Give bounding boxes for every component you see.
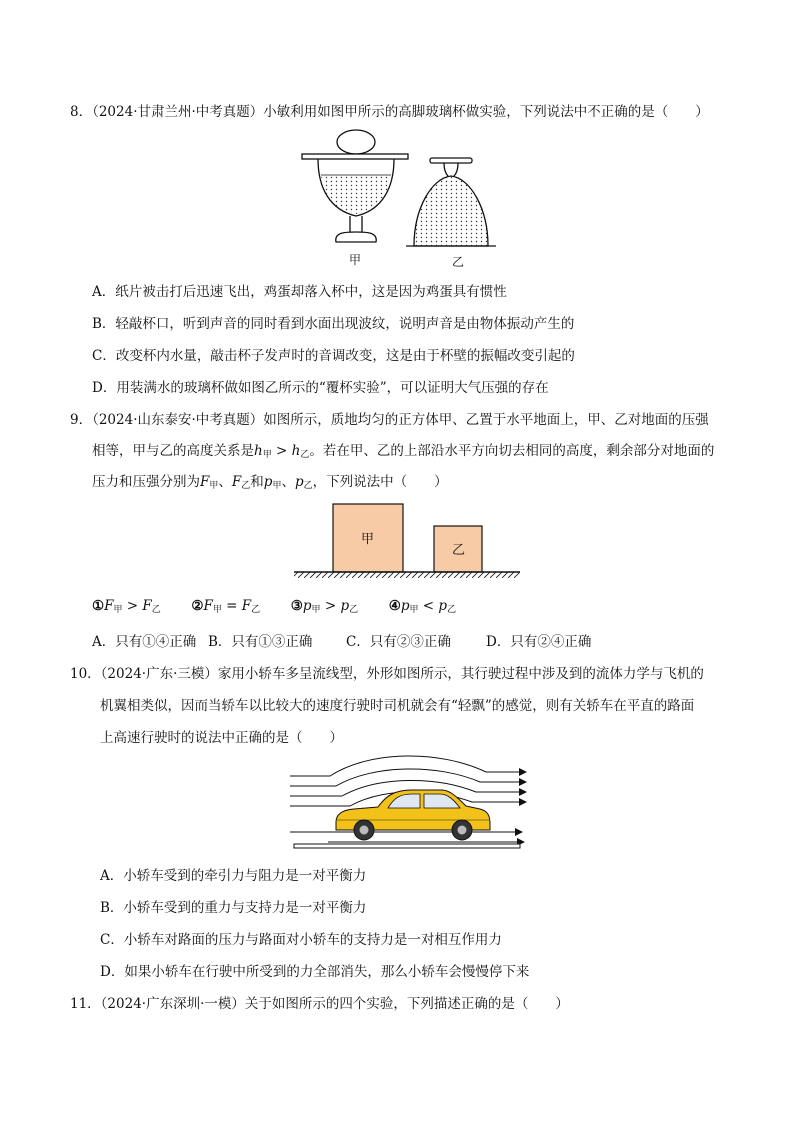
q8-option-b: B．轻敲杯口，听到声音的同时看到水面出现波纹，说明声音是由物体振动产生的 (92, 316, 575, 332)
statement-4: $④p_甲 < p_乙$ (388, 598, 457, 615)
card-shape (302, 154, 408, 159)
q9-stem-line1: 9．（2024·山东泰安·中考真题）如图所示，质地均匀的正方体甲、乙置于水平地面上，甲、乙对地面的压强 (70, 412, 709, 428)
q9-figure (292, 500, 524, 580)
q10-stem-line1: 10．（2024·广东·三模）家用小轿车多呈流线型，外形如图所示，其行驶过程中涉及到的流体力学与飞机的 (70, 666, 704, 682)
q10-option-a: A．小轿车受到的牵引力与阻力是一对平衡力 (100, 868, 367, 884)
q9-option-a: A．只有①④正确 (92, 634, 197, 650)
glass-a (302, 130, 408, 242)
q10-option-d: D．如果小轿车在行驶中所受到的力全部消失，那么小轿车会慢慢停下来 (100, 964, 530, 980)
statement-1: $①F_甲 > F_乙$ (92, 598, 161, 615)
q9-stem-line2: 相等，甲与乙的高度关系是$h_甲 > h_乙$。若在甲、乙的上部沿水平方向切去相同的高度，剩余部分对地面的 (92, 443, 715, 460)
q9-statements (92, 596, 456, 620)
glass-b (406, 158, 496, 246)
q9-option-c: C．只有②③正确 (346, 634, 451, 650)
ground-hatch (294, 572, 520, 578)
statement-3: $③p_甲 > p_乙$ (290, 598, 359, 615)
q10-option-b: B．小轿车受到的重力与支持力是一对平衡力 (100, 900, 367, 916)
q8-option-c: C．改变杯内水量，敲击杯子发声时的音调改变，这是由于杯壁的振幅改变引起的 (92, 348, 575, 364)
q8-option-a: A．纸片被击打后迅速飞出，鸡蛋却落入杯中，这是因为鸡蛋具有惯性 (92, 284, 507, 300)
q10-stem-line2: 机翼相类似，因而当轿车以比较大的速度行驶时司机就会有“轻飘”的感觉，则有关轿车在平直的路面 (100, 698, 695, 714)
block-b-label: 乙 (452, 543, 466, 558)
q9-stem-line3: 压力和压强分别为$F_甲$、$F_乙$和$p_甲$、$p_乙$，下列说法中（ ） (92, 474, 448, 491)
fig-label-b: 乙 (452, 255, 465, 269)
q8-option-d: D．用装满水的玻璃杯做如图乙所示的“覆杯实验”，可以证明大气压强的存在 (92, 380, 549, 396)
q9-option-b: B．只有①③正确 (208, 634, 313, 650)
q8-figure (300, 128, 500, 272)
fig-label-a: 甲 (349, 253, 362, 267)
q10-stem-line3: 上高速行驶时的说法中正确的是（ ） (100, 730, 343, 746)
q9-option-d: D．只有②④正确 (486, 634, 592, 650)
block-a-label: 甲 (361, 532, 375, 547)
q8-stem: 8．（2024·甘肃兰州·中考真题）小敏利用如图甲所示的高脚玻璃杯做实验，下列说法中不正确的是（ ） (70, 104, 709, 120)
q10-option-c: C．小轿车对路面的压力与路面对小轿车的支持力是一对相互作用力 (100, 932, 502, 948)
statement-2: $②F_甲 = F_乙$ (191, 598, 261, 615)
road (294, 844, 520, 848)
egg-shape (337, 130, 375, 154)
q10-figure (290, 752, 530, 856)
q11-stem: 11．（2024·广东深圳·一模）关于如图所示的四个实验，下列描述正确的是（ ） (70, 996, 569, 1012)
